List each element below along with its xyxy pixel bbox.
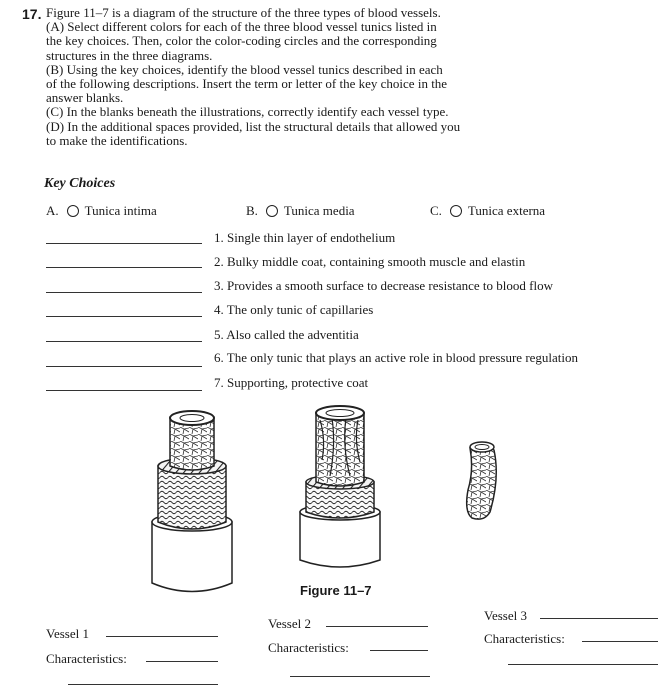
vessel-2-characteristics-blank-2[interactable]: [290, 676, 430, 677]
instruction-line: (D) In the additional spaces provided, list the structural details that allowed you: [46, 118, 461, 134]
instruction-line: structures in the three diagrams.: [46, 47, 213, 63]
instruction-line: (C) In the blanks beneath the illustrations, correctly identify each vessel type.: [46, 104, 449, 120]
description-1: 1. Single thin layer of endothelium: [214, 230, 396, 245]
key-letter: A.: [46, 203, 59, 218]
vessel-3-characteristics-label: Characteristics:: [484, 631, 565, 646]
instruction-line: of the following descriptions. Insert the term or letter of the key choice in the: [46, 76, 448, 92]
description-5: 5. Also called the adventitia: [214, 327, 359, 342]
instruction-line: to make the identifications.: [46, 132, 188, 148]
vessel-2-characteristics-label: Characteristics:: [268, 640, 349, 655]
question-number: 17.: [22, 6, 42, 22]
vessel-3-characteristics-blank-2[interactable]: [508, 664, 658, 665]
vessel-1-characteristics-label: Characteristics:: [46, 651, 127, 666]
vessel-2-characteristics-blank[interactable]: [370, 650, 428, 651]
key-label: Tunica media: [283, 203, 355, 218]
vessel-1-characteristics-blank[interactable]: [146, 661, 218, 662]
key-letter: C.: [430, 203, 442, 218]
key-label: Tunica intima: [84, 203, 157, 218]
vessel-1-label: Vessel 1: [46, 626, 89, 641]
key-label: Tunica externa: [467, 203, 546, 218]
vessel-2-diagram: [300, 406, 380, 567]
vessel-3-characteristics-blank[interactable]: [582, 641, 658, 642]
instruction-line: (A) Select different colors for each of the three blood vessel tunics listed in: [46, 19, 437, 35]
vessel-1-characteristics-blank-2[interactable]: [68, 684, 218, 685]
vessel-1-blank[interactable]: [106, 636, 218, 637]
vessel-1-diagram: [152, 411, 232, 592]
vessel-2-blank[interactable]: [326, 626, 428, 627]
description-2: 2. Bulky middle coat, containing smooth muscle and elastin: [214, 254, 526, 269]
description-3: 3. Provides a smooth surface to decrease resistance to blood flow: [214, 278, 553, 293]
vessel-2-label: Vessel 2: [268, 616, 311, 631]
description-6: 6. The only tunic that plays an active role in blood pressure regulation: [214, 350, 579, 365]
instruction-line: the key choices. Then, color the color-coding circles and the corresponding: [46, 33, 437, 49]
instruction-line: (B) Using the key choices, identify the blood vessel tunics described in each: [46, 61, 443, 77]
figure-caption: Figure 11–7: [300, 583, 372, 598]
description-4: 4. The only tunic of capillaries: [214, 302, 374, 317]
instruction-line: answer blanks.: [46, 90, 124, 106]
vessel-3-label: Vessel 3: [484, 608, 527, 623]
description-7: 7. Supporting, protective coat: [214, 375, 369, 390]
vessel-3-diagram: [467, 442, 497, 519]
key-letter: B.: [246, 203, 258, 218]
vessel-3-blank[interactable]: [540, 618, 658, 619]
key-choices-title: Key Choices: [44, 176, 116, 191]
instruction-line: Figure 11–7 is a diagram of the structure of the three types of blood vessels.: [46, 5, 441, 20]
